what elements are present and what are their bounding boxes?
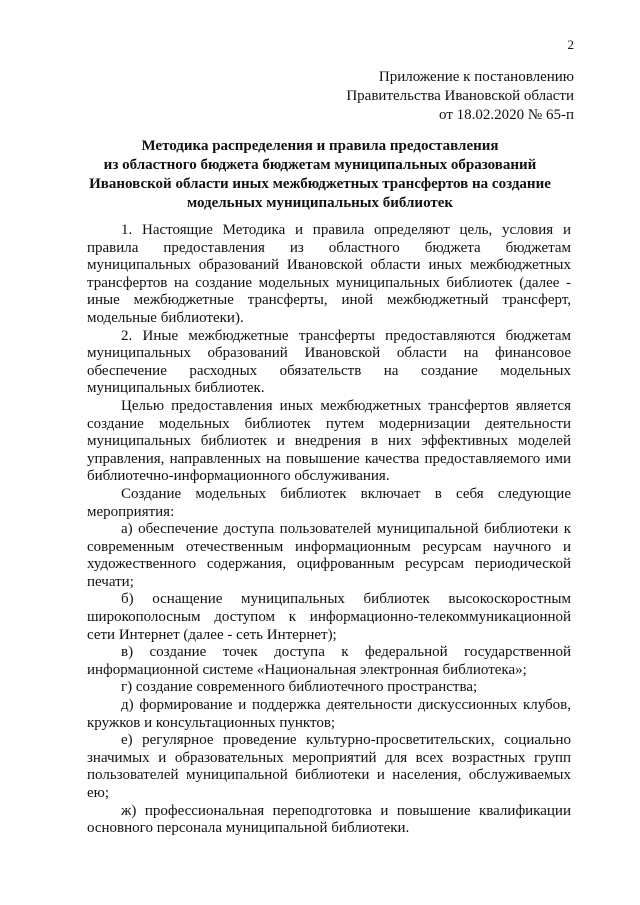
list-item-e: е) регулярное проведение культурно-просветительских, социально значимых и образовательных мероприятий для всех возрастных групп пользователей муниципальной библиотеки и населения, обслуживаемых ею; xyxy=(87,732,571,801)
list-item-b: б) оснащение муниципальных библиотек высокоскоростным широкополосным доступом к информационно-телекоммуникационной сети Интернет (далее - сеть Интернет); xyxy=(87,591,571,643)
paragraph-goal: Целью предоставления иных межбюджетных трансфертов является создание модельных библиотек путем модернизации деятельности муниципальных библиотек и внедрения в них эффективных моделей управления, направленных на повышение качества предоставляемого ими библиотечно-информационного обслуживания. xyxy=(87,397,571,485)
approval-line: Правительства Ивановской области xyxy=(346,88,574,104)
list-item-a: а) обеспечение доступа пользователей муниципальной библиотеки к современным отечественным информационным ресурсам научного и художественного содержания, оцифрованным ресурсам периодической печати; xyxy=(87,521,571,590)
title-line: Методика распределения и правила предоставления xyxy=(141,138,499,154)
document-body xyxy=(87,222,571,838)
title-line: из областного бюджета бюджетам муниципальных образований xyxy=(103,157,537,173)
paragraph-measures-intro: Создание модельных библиотек включает в себя следующие мероприятия: xyxy=(87,485,571,520)
document-title xyxy=(70,137,570,213)
list-item-d: д) формирование и поддержка деятельности дискуссионных клубов, кружков и консультационных пунктов; xyxy=(87,697,571,731)
paragraph-1: 1. Настоящие Методика и правила определяют цель, условия и правила предоставления из областного бюджета бюджетам муниципальных образований Ивановской области иных межбюджетных трансфертов на создание модельных муниципальных библиотек (далее - иные межбюджетные трансферты, иной межбюджетный трансферт, модельные библиотеки). xyxy=(87,222,571,326)
approval-block xyxy=(346,68,574,125)
list-item-g: г) создание современного библиотечного пространства; xyxy=(121,679,478,696)
approval-line: от 18.02.2020 № 65-п xyxy=(439,107,574,123)
paragraph-2: 2. Иные межбюджетные трансферты предоставляются бюджетам муниципальных образований Ивановской области на финансовое обеспечение расходных обязательств на создание модельных муниципальных библиотек. xyxy=(87,327,571,397)
page-number: 2 xyxy=(567,37,574,52)
approval-line: Приложение к постановлению xyxy=(378,69,574,85)
list-item-v: в) создание точек доступа к федеральной государственной информационной системе «Национальная электронная библиотека»; xyxy=(87,644,571,678)
title-line: модельных муниципальных библиотек xyxy=(186,195,454,211)
list-item-zh: ж) профессиональная переподготовка и повышение квалификации основного персонала муниципальной библиотеки. xyxy=(87,802,571,837)
title-line: Ивановской области иных межбюджетных трансфертов на создание xyxy=(89,176,551,192)
